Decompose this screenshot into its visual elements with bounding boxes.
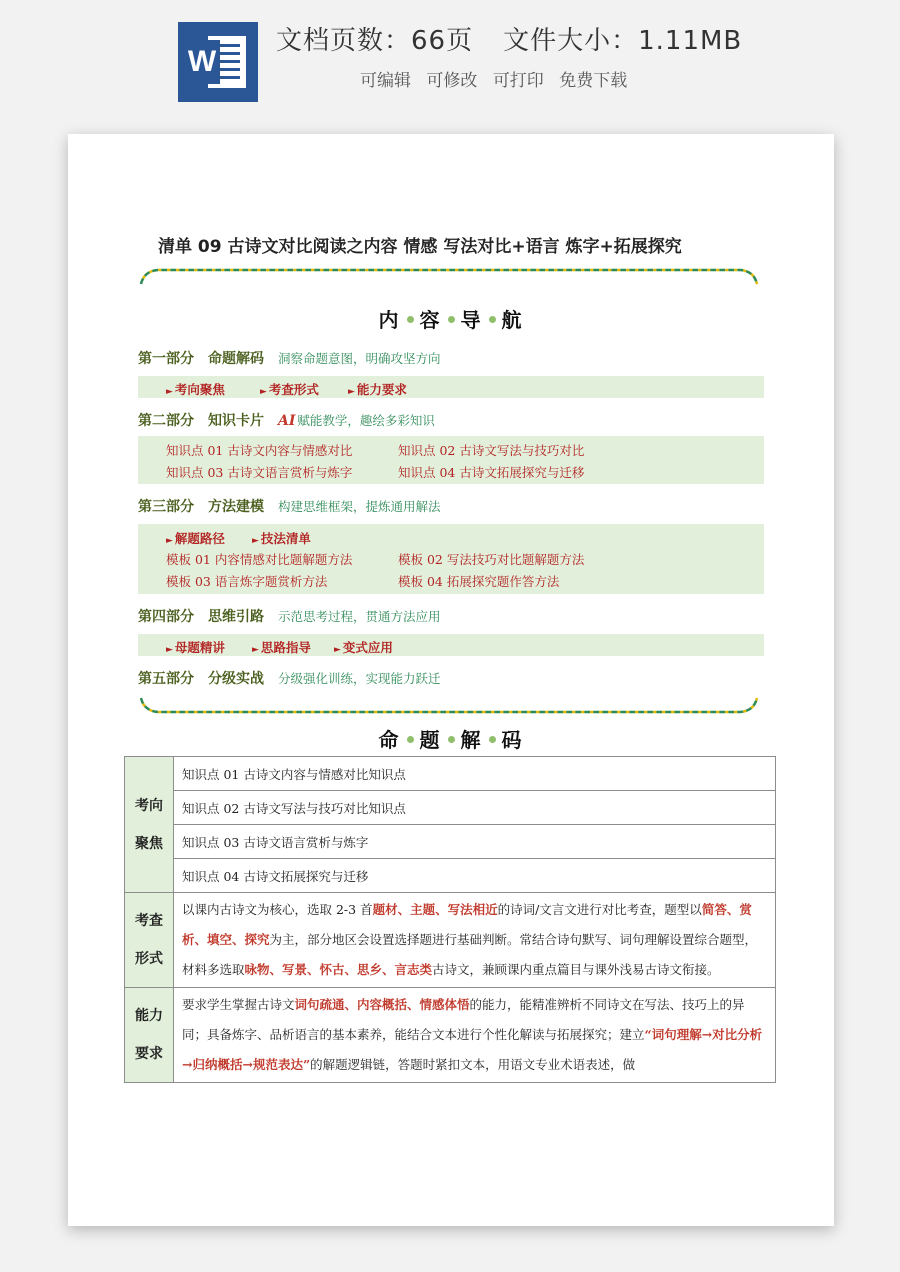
tag-free-download[interactable]: 免费下载 — [559, 71, 628, 91]
part-5-row[interactable]: 第五部分 分级实战 分级强化训练，实现能力跃迁 — [138, 671, 441, 687]
file-tags — [360, 66, 637, 91]
bottom-divider — [138, 694, 760, 716]
word-icon — [178, 22, 258, 102]
table-row: 知识点 03 古诗文语言赏析与炼字 — [174, 825, 776, 859]
decode-table — [124, 756, 776, 1083]
part-4-row[interactable]: 第四部分 思维引路 示范思考过程，贯通方法应用 — [138, 609, 441, 625]
nav-link-focus[interactable]: ► 考向聚焦 — [166, 382, 225, 397]
exam-form-text: 以课内古诗文为核心，选取 2-3 首题材、主题、写法相近的诗词/文言文进行对比考查，题型以简答、赏析、填空、探究为主，部分地区会设置选择题进行基础判断。常结合诗句默写、词句理解设置综合题型，材料多选取咏物、写景、怀古、思乡、言志类古诗文，兼顾课内重点篇目与课外浅易古诗文衔接。 — [174, 893, 776, 988]
page-count: 文档页数：66页 — [276, 26, 474, 56]
download-header — [0, 0, 900, 118]
decode-title: 命 题 解 码 — [378, 728, 524, 752]
nav-link-kp3[interactable]: 知识点 03 古诗文语言赏析与炼字 — [166, 465, 353, 480]
nav-link-skills[interactable]: ► 技法清单 — [252, 531, 311, 546]
document-title: 清单 09 古诗文对比阅读之内容 情感 写法对比+语言 炼字+拓展探究 — [158, 237, 682, 257]
word-icon-letter: W — [184, 40, 220, 84]
nav-link-kp4[interactable]: 知识点 04 古诗文拓展探究与迁移 — [398, 465, 585, 480]
nav-title: 内 容 导 航 — [378, 308, 524, 332]
file-info — [276, 20, 772, 57]
tag-editable: 可编辑 — [360, 71, 411, 91]
part-4-band — [138, 634, 764, 656]
top-divider — [138, 266, 760, 288]
nav-link-tpl2[interactable]: 模板 02 写法技巧对比题解题方法 — [398, 552, 585, 567]
part-1-band — [138, 376, 764, 398]
file-size: 文件大小：1.11MB — [503, 26, 743, 56]
part-1-row[interactable]: 第一部分 命题解码 洞察命题意图，明确攻坚方向 — [138, 351, 441, 367]
part-3-row[interactable]: 第三部分 方法建模 构建思维框架，提炼通用解法 — [138, 499, 441, 515]
nav-link-variant[interactable]: ► 变式应用 — [334, 640, 393, 655]
nav-link-kp2[interactable]: 知识点 02 古诗文写法与技巧对比 — [398, 443, 585, 458]
nav-link-tpl3[interactable]: 模板 03 语言炼字题赏析方法 — [166, 574, 328, 589]
nav-link-tpl4[interactable]: 模板 04 拓展探究题作答方法 — [398, 574, 560, 589]
nav-link-guide[interactable]: ► 思路指导 — [252, 640, 311, 655]
nav-link-path[interactable]: ► 解题路径 — [166, 531, 225, 546]
tag-printable: 可打印 — [492, 71, 544, 91]
ability-text: 要求学生掌握古诗文词句疏通、内容概括、情感体悟的能力，能精准辨析不同诗文在写法、技巧上的异同；具备炼字、品析语言的基本素养，能结合文本进行个性化解读与拓展探究；建立“词句理解→对比分析→归纳概括→规范表达”的解题逻辑链，答题时紧扣文本，用语文专业术语表述，做 — [174, 988, 776, 1083]
table-row: 知识点 01 古诗文内容与情感对比知识点 — [174, 757, 776, 791]
part-2-row[interactable]: 第二部分 知识卡片 AI 赋能教学，趣绘多彩知识 — [138, 413, 435, 429]
nav-link-tpl1[interactable]: 模板 01 内容情感对比题解题方法 — [166, 552, 353, 567]
nav-link-ability[interactable]: ► 能力要求 — [348, 382, 407, 397]
nav-link-kp1[interactable]: 知识点 01 古诗文内容与情感对比 — [166, 443, 353, 458]
part-2-band — [138, 436, 764, 484]
nav-link-mother[interactable]: ► 母题精讲 — [166, 640, 225, 655]
nav-link-form[interactable]: ► 考查形式 — [260, 382, 319, 397]
part-3-band — [138, 524, 764, 594]
label-ability: 能力 要求 — [125, 988, 174, 1083]
table-row: 知识点 02 古诗文写法与技巧对比知识点 — [174, 791, 776, 825]
document-page — [68, 134, 834, 1226]
tag-modifiable: 可修改 — [426, 71, 478, 91]
table-row: 知识点 04 古诗文拓展探究与迁移 — [174, 859, 776, 893]
label-exam-focus: 考向 聚焦 — [125, 757, 174, 893]
label-exam-form: 考查 形式 — [125, 893, 174, 988]
